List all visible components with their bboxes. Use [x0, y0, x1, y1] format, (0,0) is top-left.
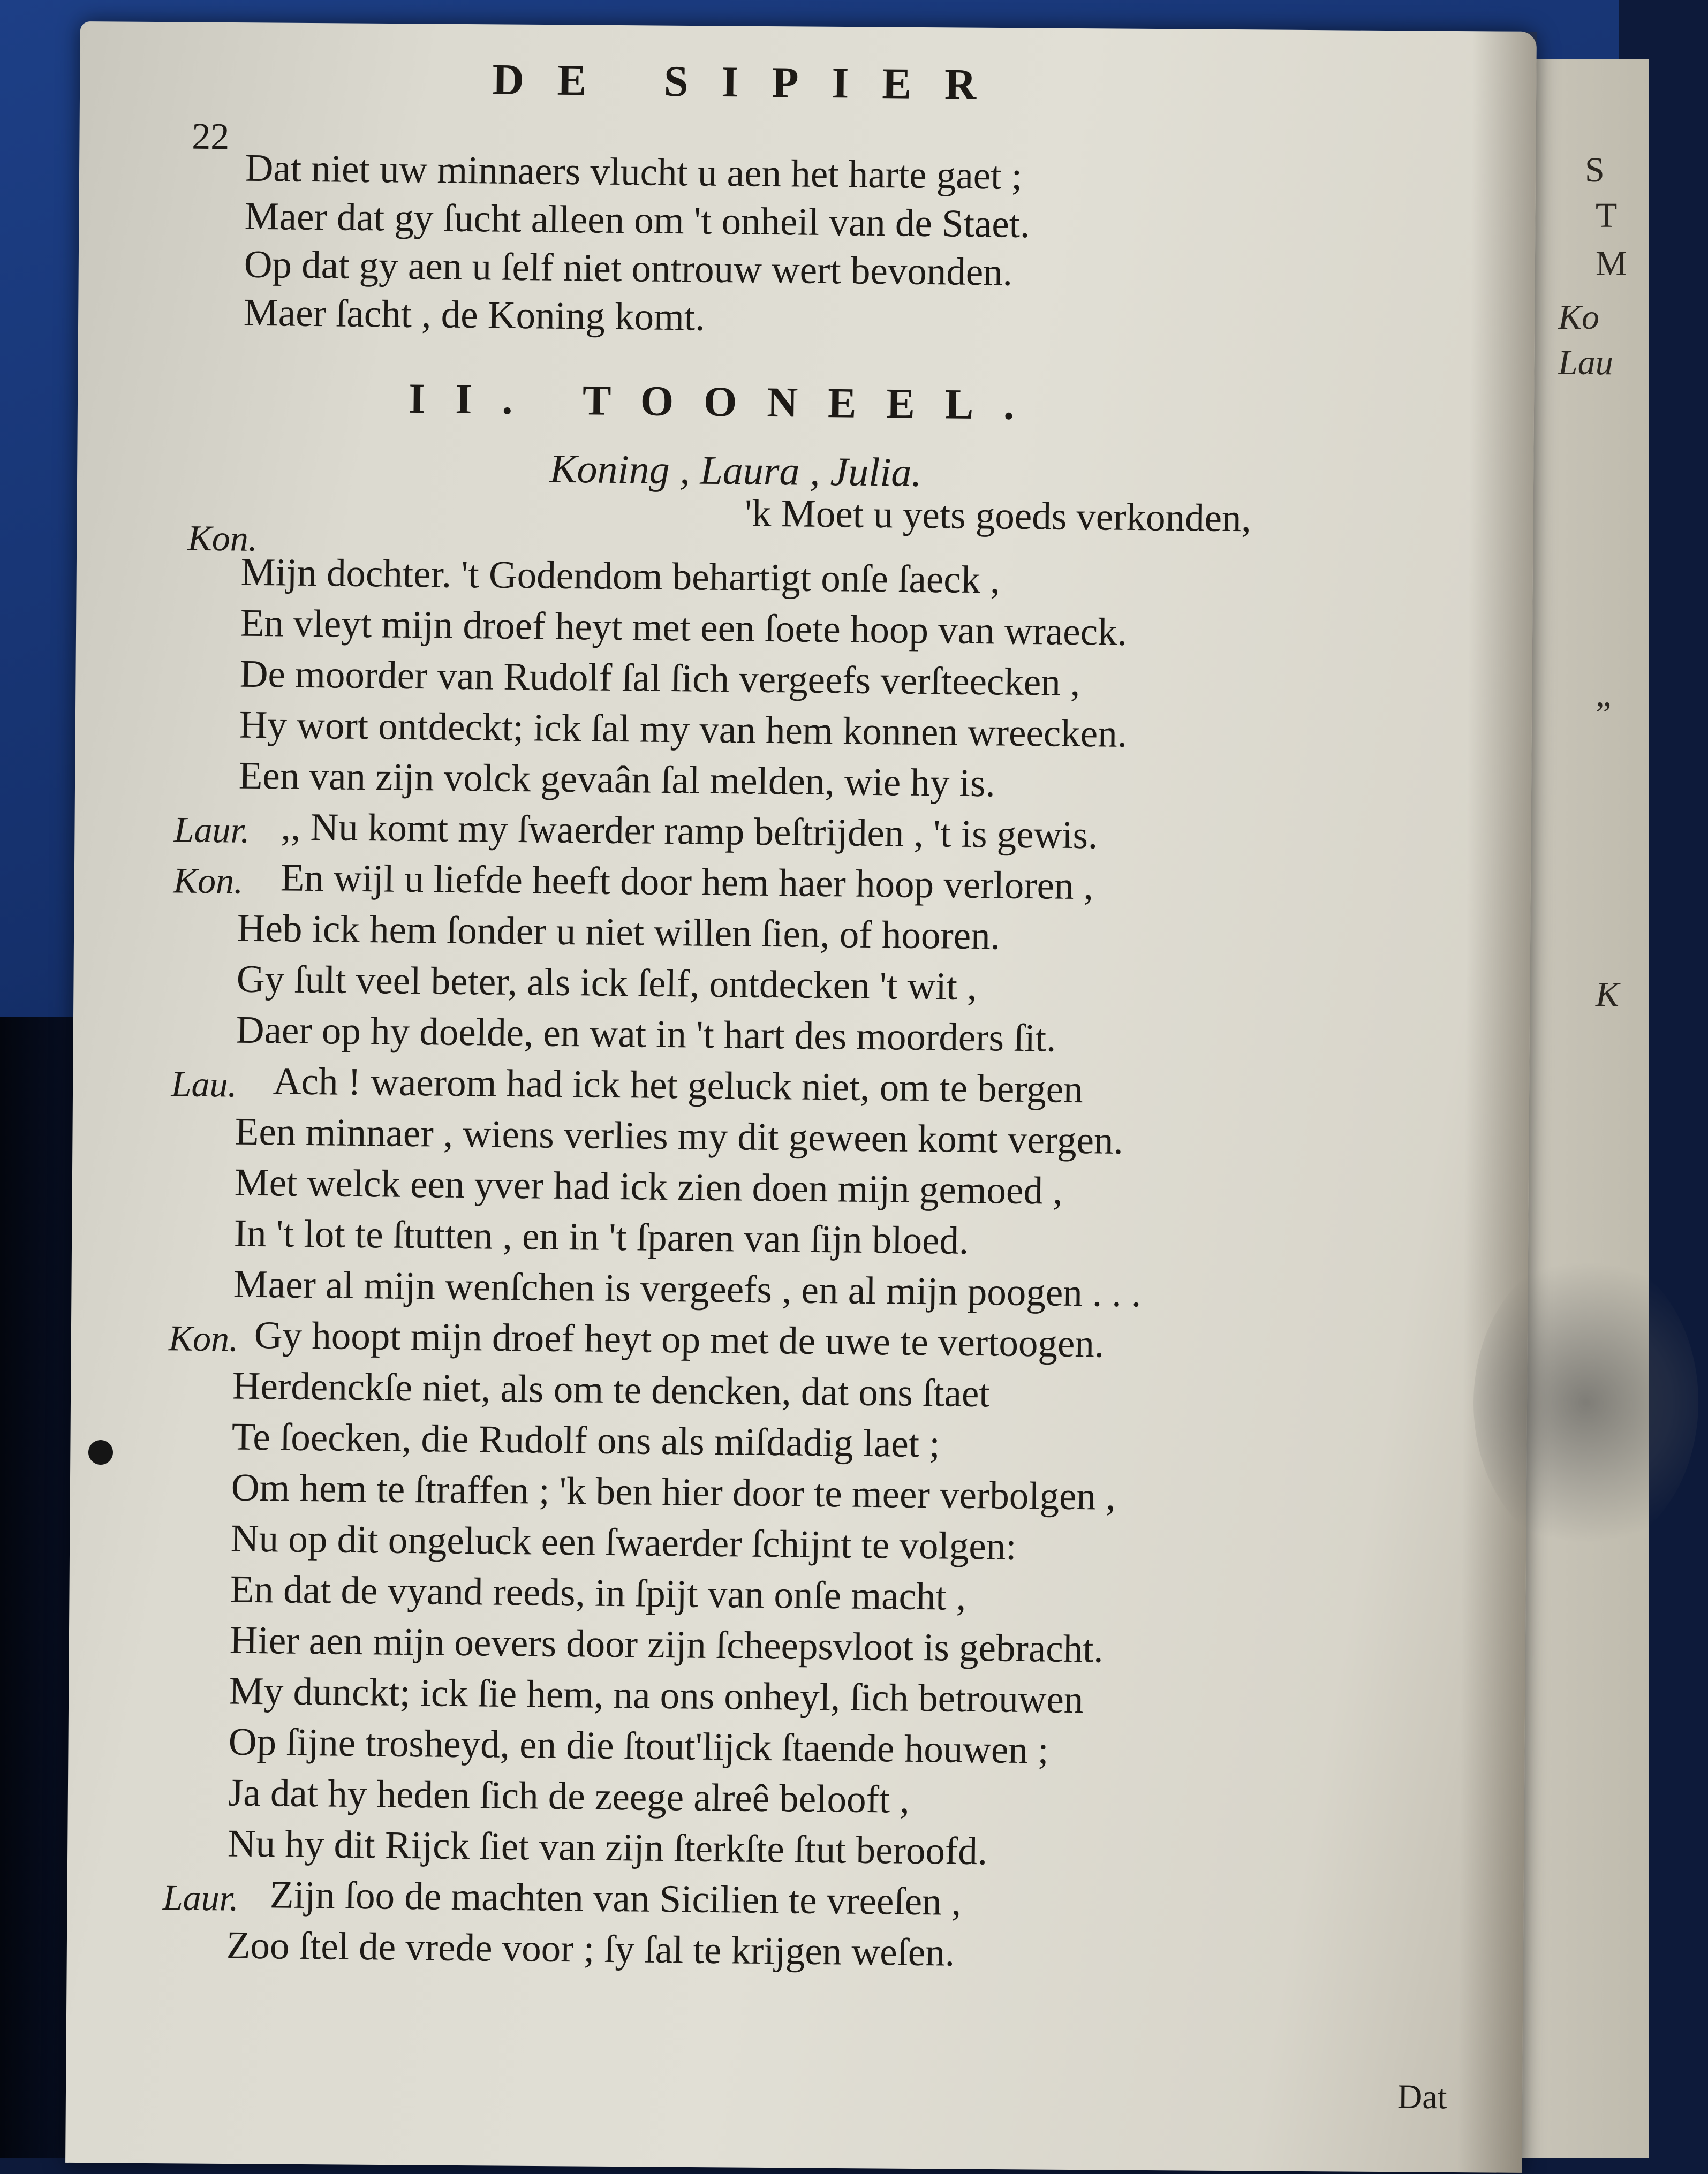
- verse-line: My dunckt; ick ſie hem, na ons onheyl, ſich betrouwen: [229, 1669, 1084, 1722]
- speaker-label: Kon.: [168, 1317, 239, 1359]
- page-number: 22: [191, 116, 230, 158]
- verse-line: De moorder van Rudolf ſal ſich vergeefs verſteecken ,: [239, 652, 1080, 705]
- speaker-label: Laur.: [173, 809, 250, 851]
- verse-line: ,, Nu komt my ſwaerder ramp beſtrijden , 't is gewis.: [281, 805, 1098, 857]
- verse-line: En vleyt mijn droef heyt met een ſoete hoop van wraeck.: [240, 601, 1128, 654]
- ink-blot: [88, 1440, 113, 1465]
- verse-line: Zijn ſoo de machten van Sicilien te vreeſen ,: [269, 1873, 962, 1923]
- verse-line: Nu op dit ongeluck een ſwaerder ſchijnt te volgen:: [230, 1516, 1017, 1568]
- verse-line: Mijn dochter. 't Godendom behartigt onſe ſaeck ,: [240, 550, 1001, 602]
- verse-line: In 't lot te ſtutten , en in 't ſparen van ſijn bloed.: [233, 1211, 969, 1262]
- facing-page-fragment: M: [1596, 244, 1627, 283]
- opening-line: Maer ſacht , de Koning komt.: [243, 290, 705, 339]
- verse-line: Herdenckſe niet, als om te dencken, dat ons ſtaet: [232, 1364, 991, 1415]
- speaker-label: Kon.: [187, 517, 258, 559]
- scene-cast: Koning , Laura , Julia.: [549, 446, 922, 495]
- verse-line: En dat de vyand reeds, in ſpijt van onſe macht ,: [230, 1567, 966, 1618]
- facing-page-fragment: T: [1596, 196, 1618, 235]
- verse-line: Zoo ſtel de vrede voor ; ſy ſal te krijgen weſen.: [226, 1923, 955, 1974]
- page-stain: [1472, 1252, 1699, 1553]
- verse-line: 'k Moet u yets goeds verkonden,: [744, 491, 1252, 540]
- verse-line: Op ſijne trosheyd, en die ſtout'lijck ſtaende houwen ;: [228, 1719, 1049, 1772]
- opening-line: Maer dat gy ſucht alleen om 't onheil van de Staet.: [244, 194, 1030, 246]
- running-head: DE SIPIER: [492, 55, 1010, 109]
- verse-line: Te ſoecken, die Rudolf ons als miſdadig laet ;: [231, 1414, 941, 1466]
- verse-line: Ach ! waerom had ick het geluck niet, om te bergen: [273, 1059, 1084, 1111]
- verse-line: Hy wort ontdeckt; ick ſal my van hem konnen wreecken.: [239, 702, 1128, 755]
- catchword: Dat: [1397, 2077, 1447, 2116]
- opening-line: Op dat gy aen u ſelf niet ontrouw wert bevonden.: [244, 242, 1013, 294]
- verse-line: Maer al mijn wenſchen is vergeefs , en al mijn poogen . . .: [233, 1262, 1142, 1315]
- verse-line: Om hem te ſtraffen ; 'k ben hier door te meer verbolgen ,: [231, 1465, 1116, 1518]
- verse-line: Hier aen mijn oevers door zijn ſcheepsvloot is gebracht.: [229, 1618, 1104, 1671]
- facing-page-fragment: S: [1585, 150, 1605, 190]
- facing-page-fragment: Ko: [1558, 298, 1600, 337]
- scene-heading: II. TOONEEL.: [408, 375, 1045, 429]
- verse-line: Ja dat hy heden ſich de zeege alreê belooft ,: [228, 1770, 910, 1821]
- verse-line: Met welck een yver had ick zien doen mijn gemoed ,: [234, 1160, 1063, 1213]
- verse-line: Nu hy dit Rijck ſiet van zijn ſterkſte ſtut beroofd.: [227, 1821, 988, 1873]
- verse-line: Gy hoopt mijn droef heyt op met de uwe te vertoogen.: [254, 1313, 1105, 1366]
- facing-page-fragment: „: [1596, 675, 1612, 714]
- speaker-label: Lau.: [171, 1063, 238, 1105]
- facing-page-fragment: K: [1596, 975, 1620, 1014]
- speaker-label: Laur.: [162, 1877, 239, 1919]
- verse-line: Daer op hy doelde, en wat in 't hart des moorders ſit.: [236, 1008, 1056, 1060]
- opening-line: Dat niet uw minnaers vlucht u aen het harte gaet ;: [245, 146, 1023, 198]
- speaker-label: Kon.: [173, 860, 244, 902]
- verse-line: Gy ſult veel beter, als ick ſelf, ontdecken 't wit ,: [236, 957, 977, 1009]
- verse-line: Een minnaer , wiens verlies my dit geween komt vergen.: [235, 1109, 1124, 1162]
- verse-line: Een van zijn volck gevaân ſal melden, wie hy is.: [238, 753, 996, 805]
- facing-page-fragment: Lau: [1558, 343, 1613, 382]
- verse-line: En wijl u liefde heeft door hem haer hoop verloren ,: [280, 855, 1094, 908]
- verse-line: Heb ick hem ſonder u niet willen ſien, of hooren.: [237, 906, 1001, 958]
